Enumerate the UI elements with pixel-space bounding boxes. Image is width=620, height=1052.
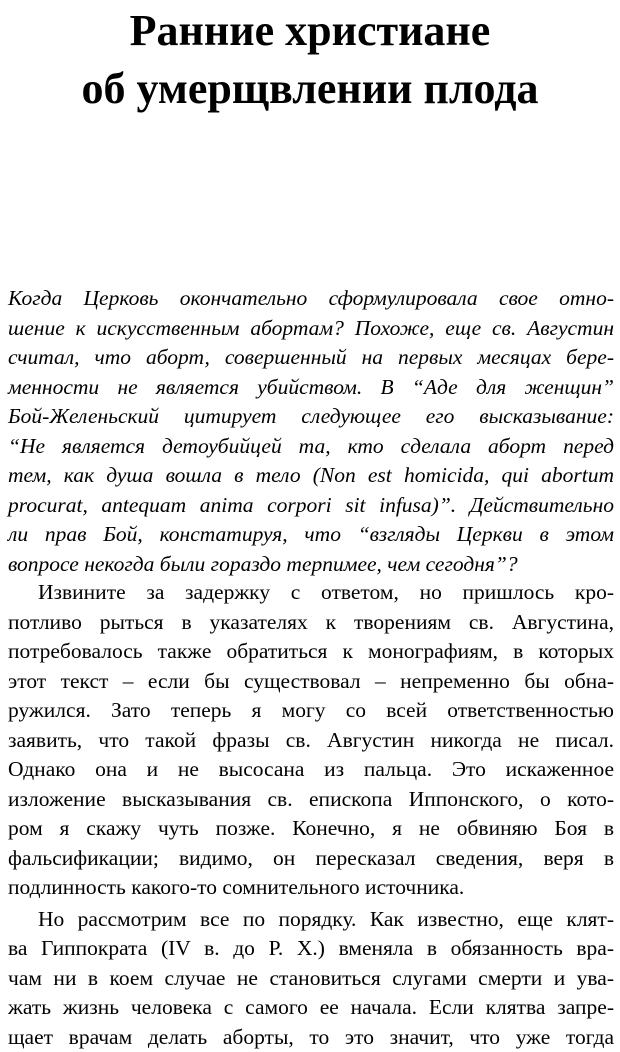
answer-line: заявить, что такой фразы св. Августин никогда не писал. xyxy=(8,726,614,756)
question-line: вопросе некогда были гораздо терпимее, чем сегодня”? xyxy=(8,550,614,580)
chapter-title xyxy=(0,2,620,118)
answer-line: этот текст – если бы существовал – непременно бы обна- xyxy=(8,667,614,697)
question-line: procurat, antequam anima corpori sit infusa)”. Действительно xyxy=(8,491,614,521)
answer-text xyxy=(8,578,614,1052)
answer-line: потливо рыться в указателях к творениям св. Августина, xyxy=(8,608,614,638)
answer-paragraph-2 xyxy=(8,905,614,1052)
chapter-title-line-2: об умерщвлении плода xyxy=(0,60,620,118)
answer-line: изложение высказывания св. епископа Иппонского, о кото- xyxy=(8,785,614,815)
answer-line: щает врачам делать аборты, то это значит, что уже тогда xyxy=(8,1023,614,1052)
answer-line: ва Гиппократа (IV в. до Р. Х.) вменяла в обязанность вра- xyxy=(8,934,614,964)
question-line: “Не является детоубийцей та, кто сделала аборт перед xyxy=(8,432,614,462)
question-line: шение к искусственным абортам? Похоже, еще св. Августин xyxy=(8,314,614,344)
answer-paragraph-1 xyxy=(8,578,614,903)
question-line: ли прав Бой, констатируя, что “взгляды Церкви в этом xyxy=(8,520,614,550)
answer-line: фальсификации; видимо, он пересказал сведения, веря в xyxy=(8,844,614,874)
answer-line: подлинность какого-то сомнительного источника. xyxy=(8,873,614,903)
answer-line: потребовалось также обратиться к монографиям, в которых xyxy=(8,637,614,667)
answer-line: Однако она и не высосана из пальца. Это искаженное xyxy=(8,755,614,785)
answer-line: Извините за задержку с ответом, но пришлось кро- xyxy=(8,578,614,608)
answer-line: Но рассмотрим все по порядку. Как известно, еще клят- xyxy=(8,905,614,935)
question-line: считал, что аборт, совершенный на первых месяцах бере- xyxy=(8,343,614,373)
answer-line: ружился. Зато теперь я могу со всей ответственностью xyxy=(8,696,614,726)
question-line: Бой-Желеньский цитирует следующее его высказывание: xyxy=(8,402,614,432)
question-line: Когда Церковь окончательно сформулировала свое отно- xyxy=(8,284,614,314)
chapter-title-line-1: Ранние христиане xyxy=(0,2,620,60)
reader-question xyxy=(8,284,614,579)
answer-line: ром я скажу чуть позже. Конечно, я не обвиняю Боя в xyxy=(8,814,614,844)
answer-line: чам ни в коем случае не становиться слугами смерти и ува- xyxy=(8,964,614,994)
question-line: тем, как душа вошла в тело (Non est homicida, qui abortum xyxy=(8,461,614,491)
answer-line: жать жизнь человека с самого ее начала. Если клятва запре- xyxy=(8,993,614,1023)
question-line: менности не является убийством. В “Аде для женщин” xyxy=(8,373,614,403)
